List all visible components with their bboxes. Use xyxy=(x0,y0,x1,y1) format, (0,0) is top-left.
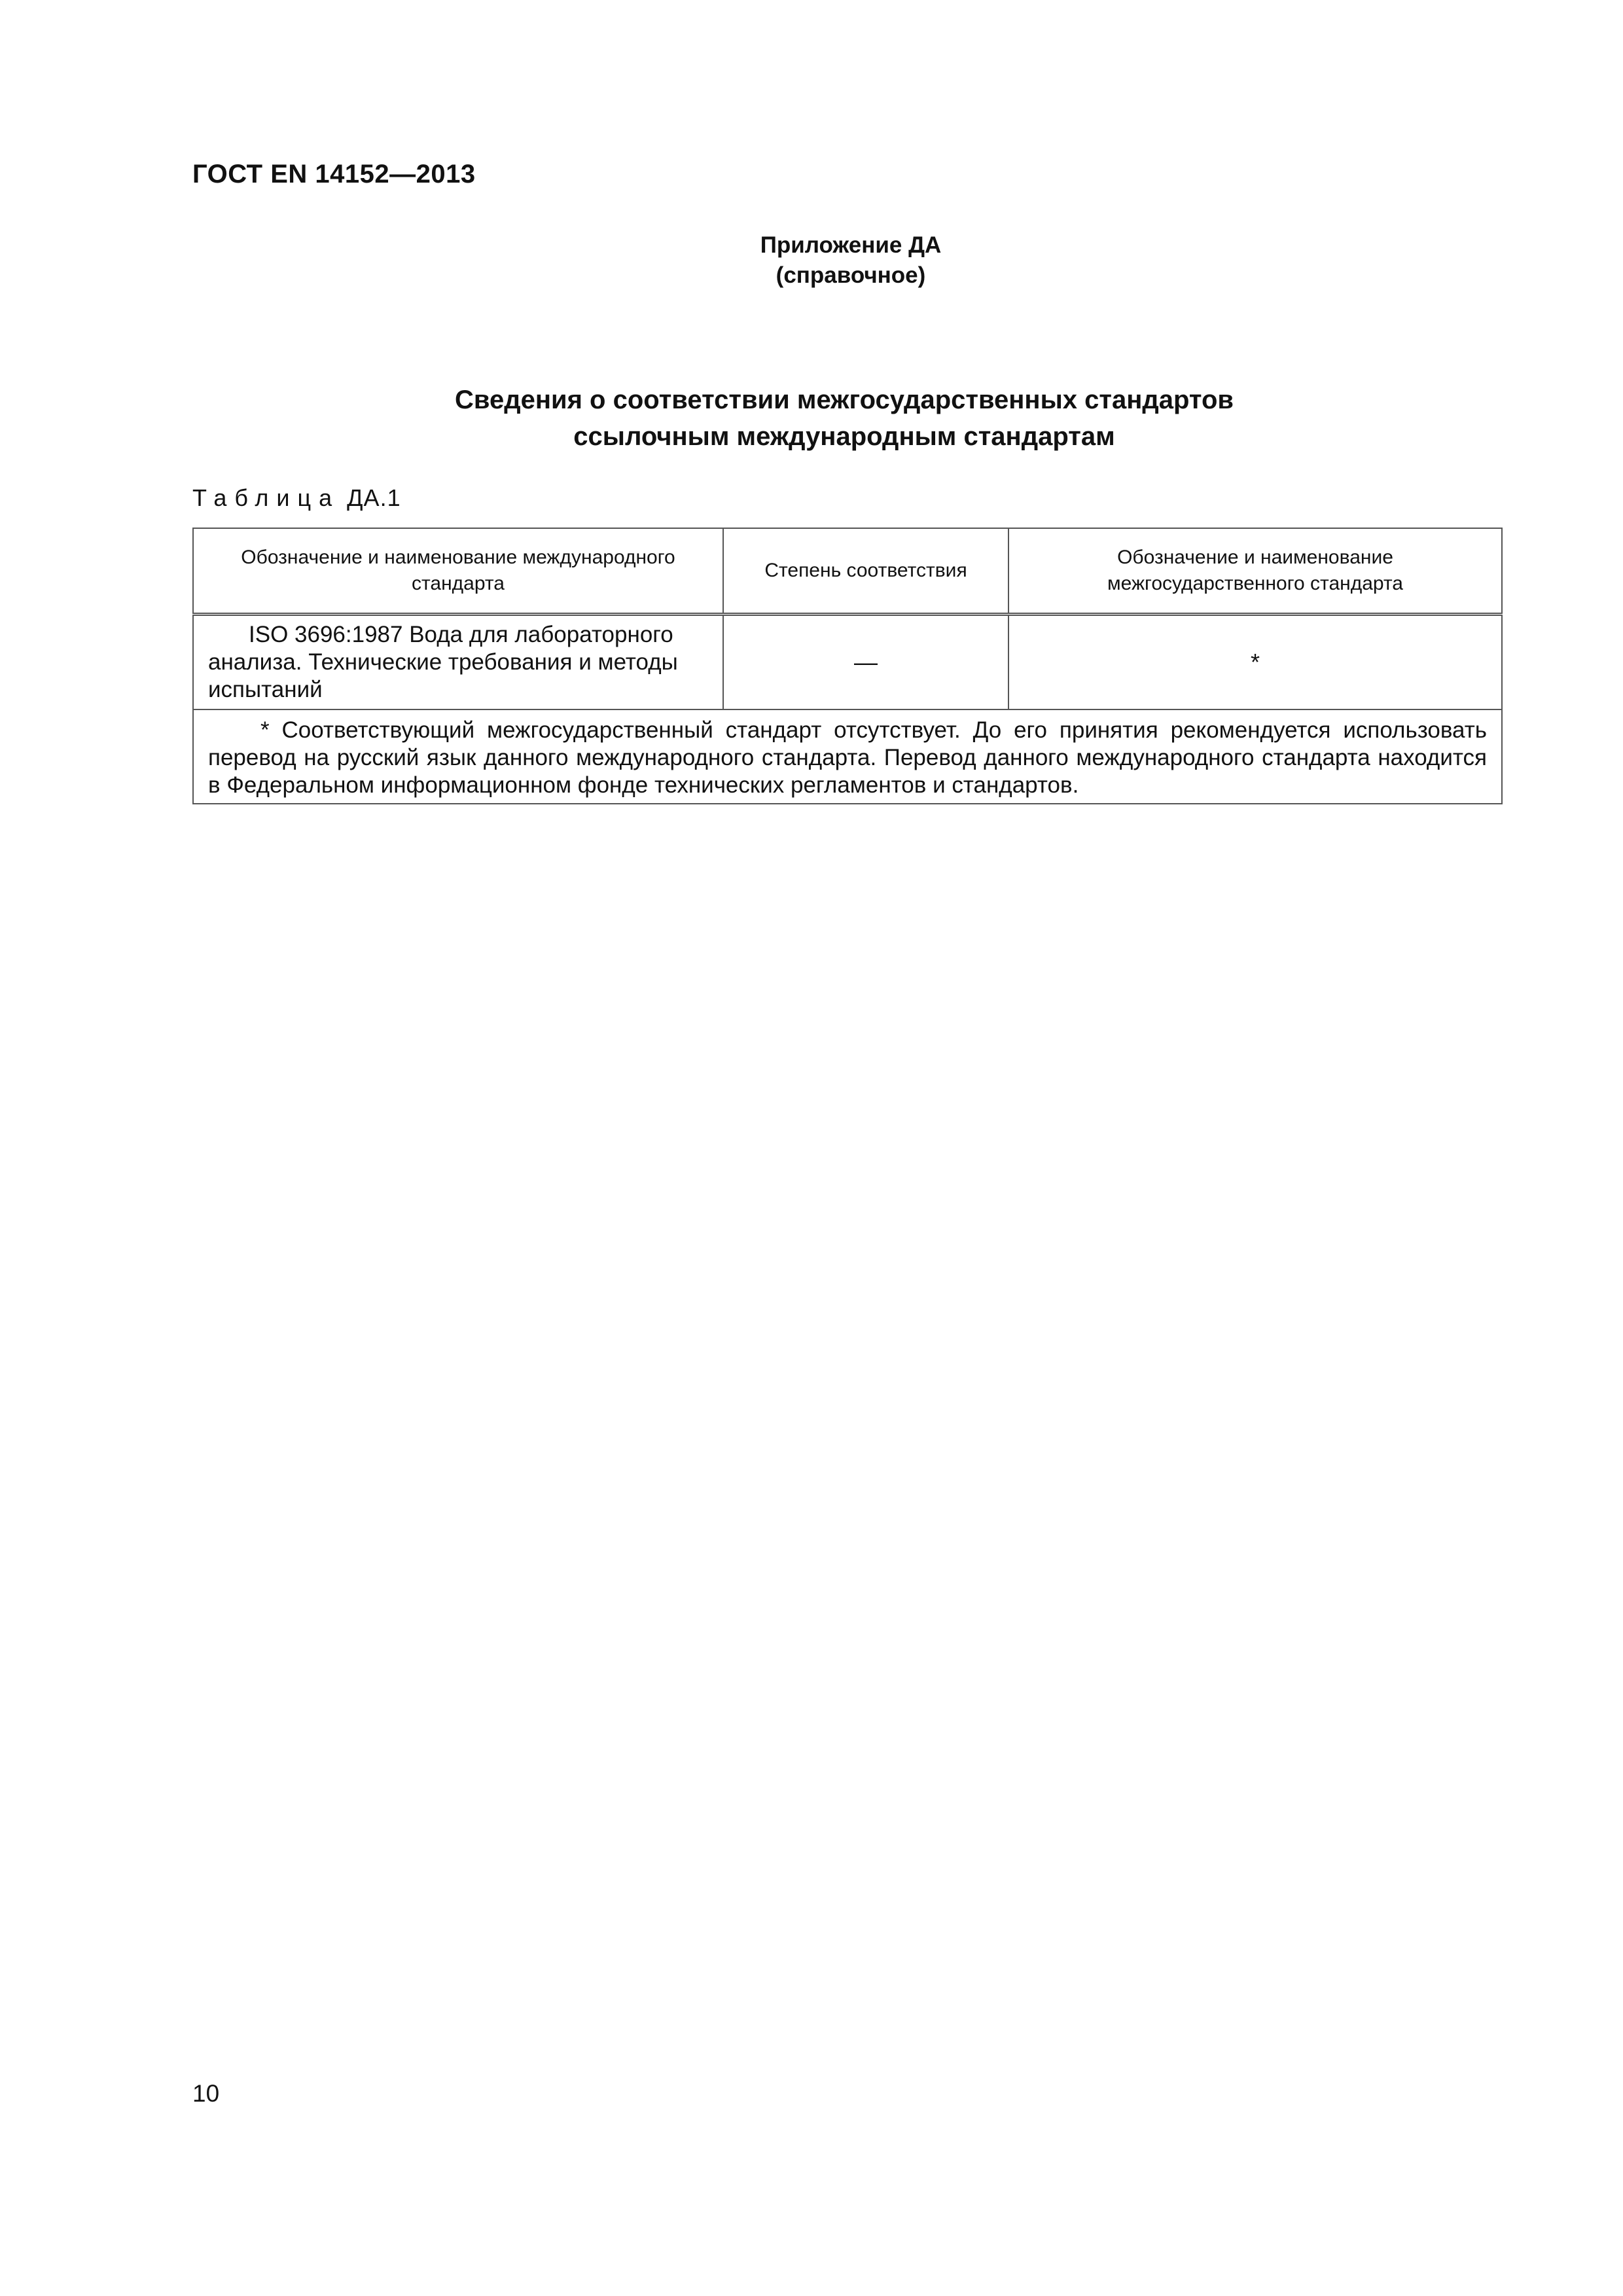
cell-interstate-standard: * xyxy=(1008,615,1502,710)
international-standard-text: ISO 3696:1987 Вода для лабораторного анализа. Технические требования и методы испытаний xyxy=(208,622,678,702)
document-code: ГОСТ EN 14152—2013 xyxy=(192,160,476,188)
table-footnote-row xyxy=(193,709,1502,804)
footnote-text: * Соответствующий межгосударственный стандарт отсутствует. До его принятия рекомендуется использовать перевод на русский язык данного международного стандарта. Перевод данного международного стандарта находится в Федеральном информационном фонде технических регламентов и стандартов. xyxy=(208,717,1487,798)
table-footnote xyxy=(193,709,1502,804)
table-row xyxy=(193,615,1502,710)
section-title-line-2: ссылочным международным стандартам xyxy=(573,422,1115,451)
appendix-title: Приложение ДА xyxy=(760,232,942,258)
correspondence-table xyxy=(192,528,1503,804)
cell-degree: — xyxy=(723,615,1008,710)
table-caption-number: ДА.1 xyxy=(347,484,401,511)
section-title-line-1: Сведения о соответствии межгосударственных стандартов xyxy=(455,386,1234,414)
column-header-degree: Степень соответствия xyxy=(723,528,1008,615)
column-header-international: Обозначение и наименование международного стандарта xyxy=(193,528,723,615)
appendix-subtitle: (справочное) xyxy=(776,262,926,288)
table-header-row xyxy=(193,528,1502,615)
page-number: 10 xyxy=(192,2080,220,2107)
section-title xyxy=(262,382,1427,455)
appendix-heading xyxy=(654,230,1047,291)
table-caption-prefix: Таблица xyxy=(192,484,340,511)
column-header-interstate: Обозначение и наименование межгосударственного стандарта xyxy=(1008,528,1502,615)
table-caption xyxy=(192,484,401,512)
cell-international-standard xyxy=(193,615,723,710)
